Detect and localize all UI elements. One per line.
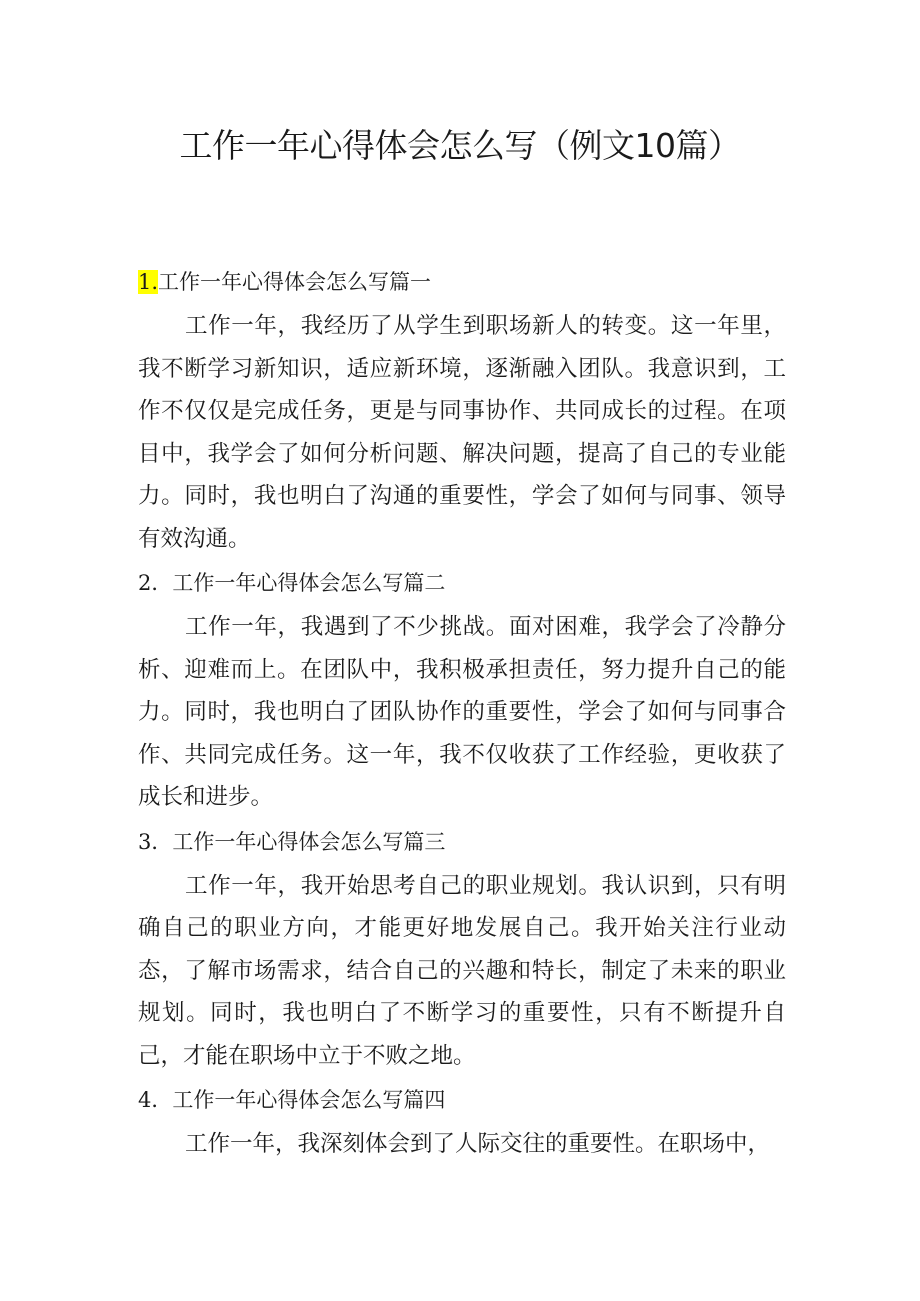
section-heading-text: ．工作一年心得体会怎么写篇四 — [151, 1088, 446, 1112]
section-heading-text: 工作一年心得体会怎么写篇一 — [158, 270, 432, 294]
document-body — [138, 262, 786, 1169]
section-heading-3 — [138, 822, 786, 862]
section-paragraph-3: 工作一年，我开始思考自己的职业规划。我认识到，只有明确自己的职业方向，才能更好地发展自己。我开始关注行业动态，了解市场需求，结合自己的兴趣和特长，制定了未来的职业规划。同时，我也明白了不断学习的重要性，只有不断提升自己，才能在职场中立于不败之地。 — [138, 872, 786, 1069]
highlighted-section-number: 1. — [138, 270, 159, 294]
section-heading-text: ．工作一年心得体会怎么写篇二 — [151, 571, 446, 595]
section-heading-4 — [138, 1080, 786, 1120]
section-paragraph-1: 工作一年，我经历了从学生到职场新人的转变。这一年里，我不断学习新知识，适应新环境，逐渐融入团队。我意识到，工作不仅仅是完成任务，更是与同事协作、共同成长的过程。在项目中，我学会了如何分析问题、解决问题，提高了自己的专业能力。同时，我也明白了沟通的重要性，学会了如何与同事、领导有效沟通。 — [138, 313, 786, 552]
document-title: 工作一年心得体会怎么写（例文10篇） — [179, 126, 741, 165]
section-heading-1 — [138, 262, 786, 302]
section-number: 3 — [138, 829, 152, 854]
section-number: 2 — [138, 571, 152, 595]
section-paragraph-4: 工作一年，我深刻体会到了人际交往的重要性。在职场中， — [185, 1131, 771, 1157]
section-heading-text: ．工作一年心得体会怎么写篇三 — [151, 829, 446, 854]
section-number: 4 — [138, 1088, 152, 1112]
section-heading-2 — [138, 563, 786, 603]
section-paragraph-2: 工作一年，我遇到了不少挑战。面对困难，我学会了冷静分析、迎难而上。在团队中，我积极承担责任，努力提升自己的能力。同时，我也明白了团队协作的重要性，学会了如何与同事合作、共同完成任务。这一年，我不仅收获了工作经验，更收获了成长和进步。 — [138, 614, 786, 810]
